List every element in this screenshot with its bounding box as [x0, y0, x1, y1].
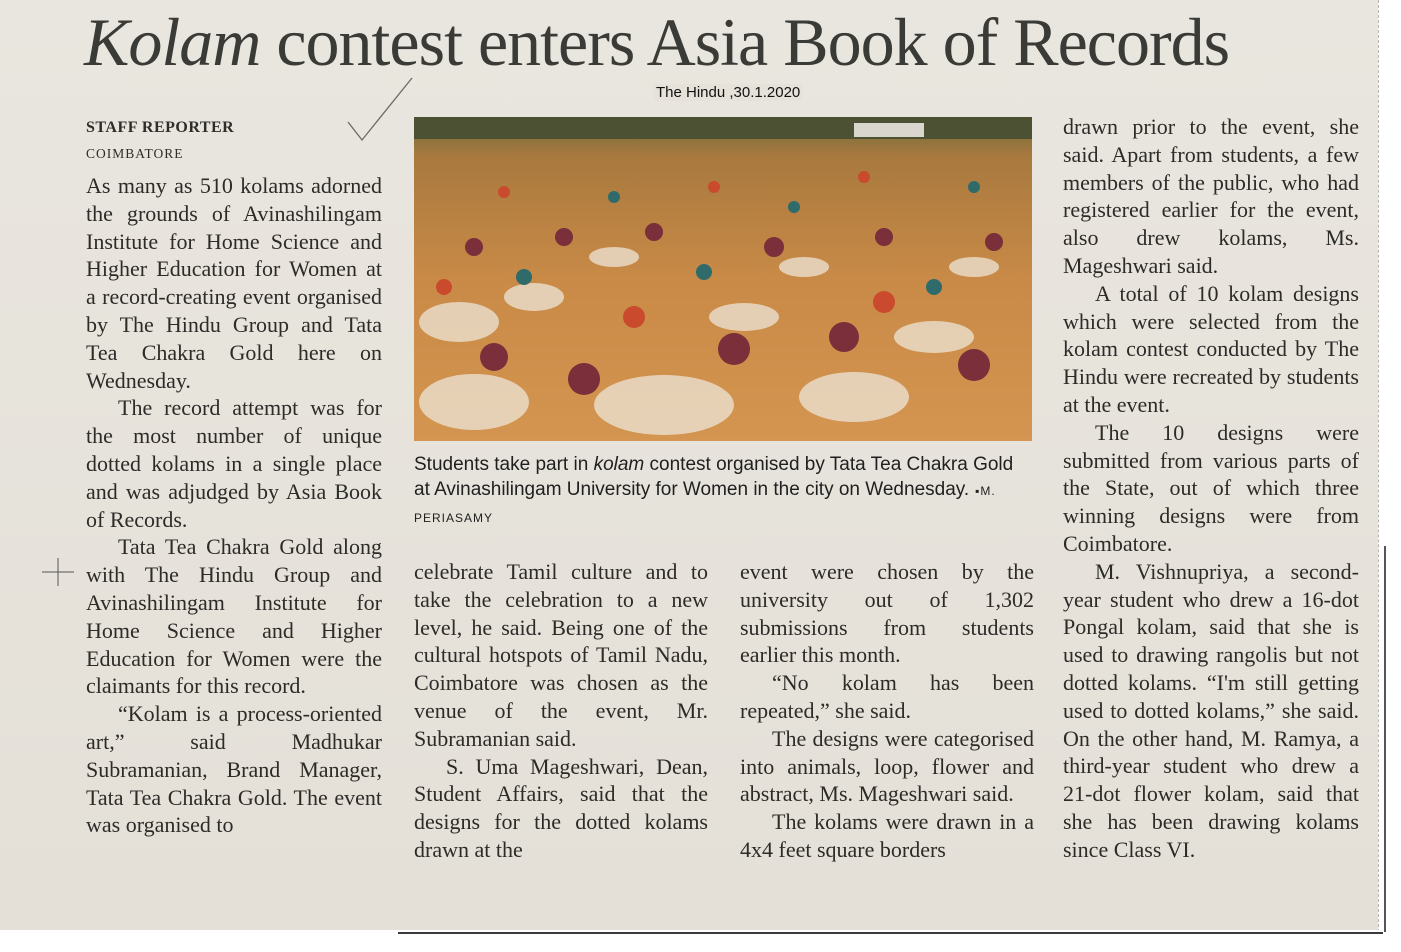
- dateline: COIMBATORE: [86, 146, 184, 161]
- event-photo: [414, 117, 1032, 441]
- article-column-2: [414, 558, 708, 864]
- paragraph: The designs were categorised into animals, loop, flower and abstract, Ms. Mageshwari said.: [740, 725, 1034, 807]
- page-margin-right: [1378, 0, 1401, 952]
- paragraph: S. Uma Mageshwari, Dean, Student Affairs, said that the designs for the dotted kolams drawn at the: [414, 753, 708, 862]
- byline: STAFF REPORTER: [86, 119, 235, 136]
- paragraph: M. Vishnupriya, a second-year student who drew a 16-dot Pongal kolam, said that she is used to drawing rangolis but not dotted kolams. “I'm still getting used to dotted kolams,” she said. On the other hand, M. Ramya, a third-year student who drew a 21-dot flower kolam, said that she has been drawing kolams since Class VI.: [1063, 558, 1359, 862]
- photo-caption: [414, 452, 1024, 531]
- paragraph: “No kolam has been repeated,” she said.: [740, 670, 1034, 723]
- paragraph: drawn prior to the event, she said. Apart from students, a few members of the public, who had registered earlier for the event, also drew kolams, Ms. Mageshwari said.: [1063, 114, 1359, 278]
- article-column-4: [1063, 113, 1359, 864]
- paragraph: The record attempt was for the most number of unique dotted kolams in a single place and was adjudged by Asia Book of Records.: [86, 395, 382, 532]
- paragraph: event were chosen by the university out of 1,302 submissions from students earlier this month.: [740, 559, 1034, 668]
- headline: [84, 2, 1374, 82]
- photo-illustration: [414, 117, 1032, 441]
- headline-text: contest enters Asia Book of Records: [276, 4, 1230, 80]
- paragraph: celebrate Tamil culture and to take the celebration to a new level, he said. Being one of the cultural hotspots of Tamil Nadu, Coimbatore was chosen as the venue of the event, Mr. Subramanian said.: [414, 559, 708, 751]
- bottom-column-rule: [398, 932, 1383, 934]
- photo-credit: ▪M. PERIASAMY: [414, 484, 996, 525]
- paragraph: “Kolam is a process-oriented art,” said Madhukar Subramanian, Brand Manager, Tata Tea Chakra Gold. The event was organised to: [86, 701, 382, 838]
- caption-text: contest organised by Tata Tea Chakra Gold at Avinashilingam University for Women in the city on Wednesday.: [414, 454, 1014, 500]
- source-date-note: The Hindu ,30.1.2020: [656, 84, 801, 101]
- headline-italic: Kolam: [84, 4, 261, 80]
- article-column-1: [86, 172, 382, 839]
- adjacent-article-border: [1384, 546, 1386, 932]
- caption-italic: kolam: [593, 454, 645, 475]
- caption-text: Students take part in: [414, 454, 594, 475]
- paragraph: As many as 510 kolams adorned the grounds of Avinashilingam Institute for Home Science and Higher Education for Women at a record-creating event organised by The Hindu Group and Tata Tea Chakra Gold here on Wednesday.: [86, 173, 382, 393]
- paragraph: Tata Tea Chakra Gold along with The Hindu Group and Avinashilingam Institute for Home Science and Higher Education for Women were the claimants for this record.: [86, 534, 382, 699]
- paragraph: A total of 10 kolam designs which were selected from the kolam contest conducted by The Hindu were recreated by students at the event.: [1063, 280, 1359, 417]
- article-column-3: [740, 558, 1034, 864]
- paragraph: The 10 designs were submitted from various parts of the State, out of which three winning designs were from Coimbatore.: [1063, 419, 1359, 556]
- registration-cross-mark: [42, 558, 74, 586]
- paragraph: The kolams were drawn in a 4x4 feet square borders: [740, 809, 1034, 862]
